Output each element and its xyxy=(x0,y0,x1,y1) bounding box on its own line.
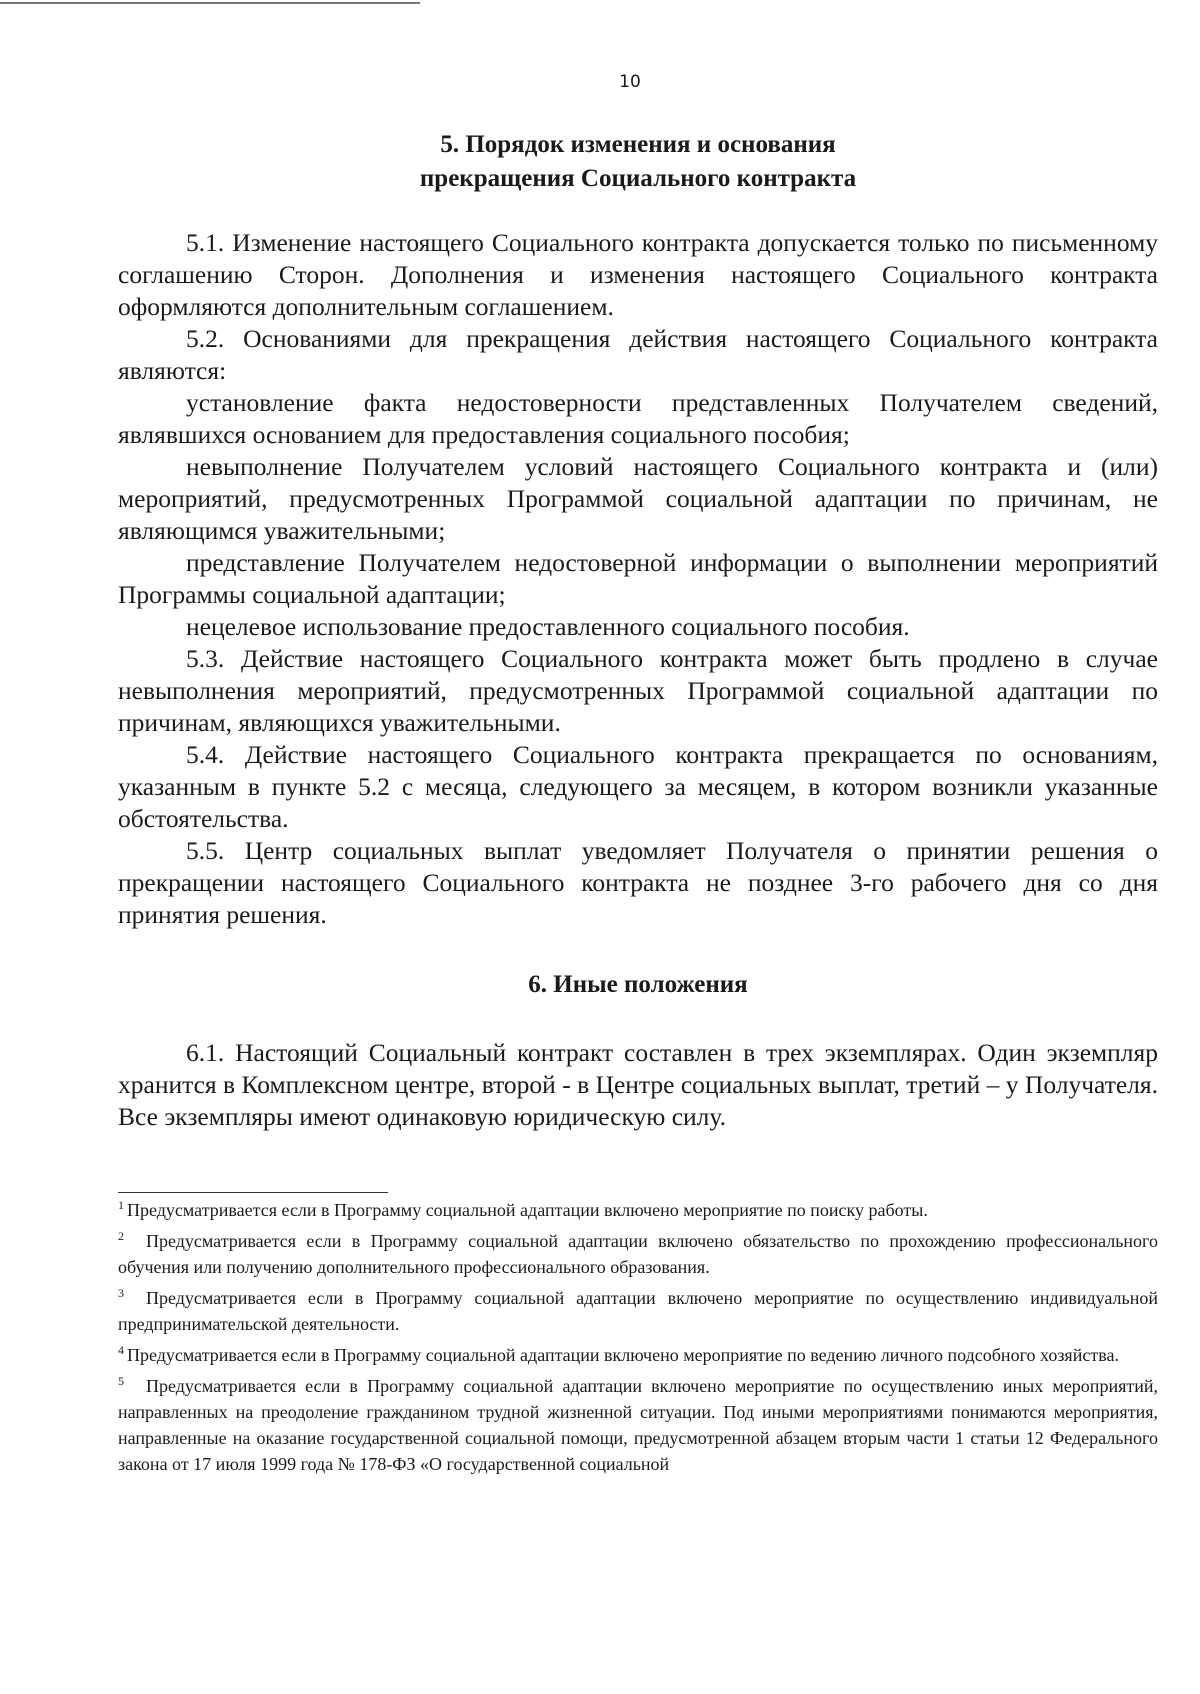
footnote-5 xyxy=(118,1373,1158,1477)
paragraph-5-2-item-4: нецелевое использование предоставленного социального пособия. xyxy=(186,612,910,641)
footnote-mark-4: 4 xyxy=(118,1343,124,1357)
paragraph-6-1: 6.1. Настоящий Социальный контракт составлен в трех экземплярах. Один экземпляр хранится в Комплексном центре, второй - в Центре социальных выплат, третий – у Получателя. Все экземпляры имеют одинаковую юридическую силу. xyxy=(118,1038,1158,1131)
footnote-mark-1: 1 xyxy=(118,1198,124,1212)
section-6-title: 6. Иные положения xyxy=(528,971,748,998)
footnote-1 xyxy=(118,1197,1158,1223)
document-body xyxy=(118,128,1158,1133)
footnote-text-4: Предусматривается если в Программу социальной адаптации включено мероприятие по ведению личного подсобного хозяйства. xyxy=(127,1345,1119,1365)
footnote-separator xyxy=(118,1192,388,1193)
footnote-mark-3: 3 xyxy=(118,1286,124,1300)
footnote-text-3: Предусматривается если в Программу социальной адаптации включено мероприятие по осуществлению индивидуальной предпринимательской деятельности. xyxy=(118,1288,1158,1334)
footnote-3 xyxy=(118,1285,1158,1337)
section-5-title-line-2: прекращения Социального контракта xyxy=(419,165,857,192)
footnote-text-5: Предусматривается если в Программу социальной адаптации включено мероприятие по осуществлению иных мероприятий, направленных на преодоление гражданином трудной жизненной ситуации. Под иными мероприятиями понимаются мероприятия, направленные на оказание государственной социальной помощи, предусмотренной абзацем вторым части 1 статьи 12 Федерального закона от 17 июля 1999 года № 178-ФЗ «О государственной социальной xyxy=(118,1376,1158,1474)
top-scan-rule xyxy=(0,2,420,4)
footnote-4 xyxy=(118,1342,1158,1368)
footnote-text-1: Предусматривается если в Программу социальной адаптации включено мероприятие по поиску работы. xyxy=(127,1200,928,1220)
footnote-text-2: Предусматривается если в Программу социальной адаптации включено обязательство по прохождению профессионального обучения или получению дополнительного профессионального образования. xyxy=(118,1231,1158,1277)
section-5-title-line-1: 5. Порядок изменения и основания xyxy=(440,131,836,158)
paragraph-5-1: 5.1. Изменение настоящего Социального контракта допускается только по письменному соглашению Сторон. Дополнения и изменения настоящего Социального контракта оформляются дополнительным соглашением. xyxy=(118,228,1158,321)
paragraph-5-2-item-3: представление Получателем недостоверной информации о выполнении мероприятий Программы социальной адаптации; xyxy=(118,548,1158,609)
footnote-mark-5: 5 xyxy=(118,1374,124,1388)
paragraph-5-4: 5.4. Действие настоящего Социального контракта прекращается по основаниям, указанным в пункте 5.2 с месяца, следующего за месяцем, в котором возникли указанные обстоятельства. xyxy=(118,740,1158,833)
footnote-2 xyxy=(118,1228,1158,1280)
section-5-title xyxy=(118,128,1158,196)
paragraph-5-2: 5.2. Основаниями для прекращения действия настоящего Социального контракта являются: xyxy=(118,324,1158,385)
paragraph-5-3: 5.3. Действие настоящего Социального контракта может быть продлено в случае невыполнения мероприятий, предусмотренных Программой социальной адаптации по причинам, являющихся уважительными. xyxy=(118,644,1158,737)
footnotes xyxy=(118,1192,1158,1482)
footnote-mark-2: 2 xyxy=(118,1229,124,1243)
paragraph-5-2-item-2: невыполнение Получателем условий настоящего Социального контракта и (или) мероприятий, предусмотренных Программой социальной адаптации по причинам, не являющимся уважительными; xyxy=(118,452,1158,545)
paragraph-5-2-item-1: установление факта недостоверности представленных Получателем сведений, являвшихся основанием для предоставления социального пособия; xyxy=(118,388,1158,449)
paragraph-5-5: 5.5. Центр социальных выплат уведомляет Получателя о принятии решения о прекращении настоящего Социального контракта не позднее 3-го рабочего дня со дня принятия решения. xyxy=(118,836,1158,929)
page-number: 10 xyxy=(619,72,641,92)
